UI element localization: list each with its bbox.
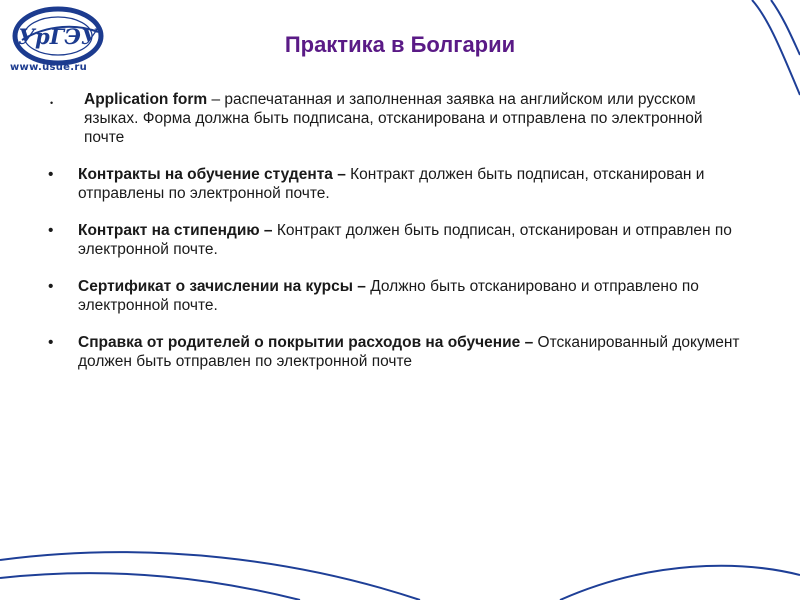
bullet-list <box>42 90 742 389</box>
item-dash: – <box>353 278 371 295</box>
list-item <box>42 333 742 371</box>
item-text: Должно быть отсканировано и отправлено по электронной почте. <box>78 278 699 314</box>
item-heading: Сертификат о зачислении на курсы <box>78 278 353 295</box>
bullet: • <box>48 166 54 183</box>
item-heading: Контракты на обучение студента <box>78 166 333 183</box>
item-heading: Контракт на стипендию <box>78 222 260 239</box>
logo-text: УрГЭУ <box>18 24 98 49</box>
item-text: Контракт должен быть подписан, отсканирован и отправлены по электронной почте. <box>78 166 705 202</box>
item-text: распечатанная и заполненная заявка на английском или русском языках. Форма должна быть подписана, отсканирована и отправлена по электронной почте <box>84 91 703 146</box>
bullet: • <box>48 278 54 295</box>
list-item <box>42 277 742 315</box>
list-item <box>42 165 742 203</box>
item-dash: – <box>207 91 225 108</box>
logo-url[interactable]: www.usue.ru <box>10 62 87 73</box>
bullet: • <box>48 222 54 239</box>
item-heading: Справка от родителей о покрытии расходов на обучение <box>78 334 521 351</box>
item-text: Отсканированный документ должен быть отправлен по электронной почте <box>78 334 740 370</box>
page-title: Практика в Болгарии <box>284 32 516 57</box>
list-item <box>42 90 742 147</box>
item-dash: – <box>332 166 351 183</box>
bullet: • <box>48 334 54 351</box>
list-item <box>42 221 742 259</box>
item-dash: – <box>520 334 538 351</box>
item-text: Контракт должен быть подписан, отсканирован и отправлен по электронной почте. <box>78 222 732 258</box>
item-heading: Application form <box>84 91 208 108</box>
item-dash: – <box>259 222 277 239</box>
bullet: • <box>50 98 54 108</box>
